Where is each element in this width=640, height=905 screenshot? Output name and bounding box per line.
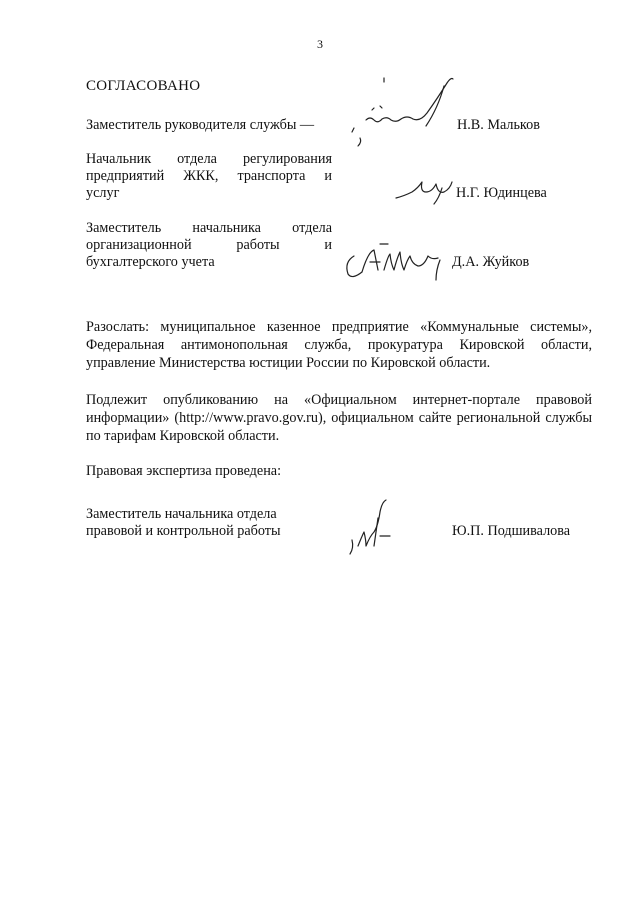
approval-name-3: Д.А. Жуйков [452,254,530,270]
approval-position-2 [86,151,332,202]
page-number: 3 [317,37,323,51]
position-line: правовой и контрольной работы [86,523,281,539]
position-line: организационной работы и [86,237,332,253]
position-line: Заместитель начальника отдела [86,506,277,522]
approval-name-2: Н.Г. Юдинцева [456,185,547,201]
approval-position-1 [86,117,336,134]
position-line: Начальник отдела регулирования [86,151,332,167]
legal-signer-name: Ю.П. Подшивалова [452,523,571,539]
position-line: бухгалтерского учета [86,254,215,270]
legal-signer-position [86,506,346,540]
distribution-paragraph: Разослать: муниципальное казенное предприятие «Коммунальные системы», Федеральная антимонопольная служба, прокуратура Кировской области, управление Министерства юстиции России по Кировской области. [86,319,592,371]
signature-image-4 [340,496,402,560]
position-line: Заместитель начальника отдела [86,220,332,236]
signature-image-2 [392,176,458,206]
signature-image-1 [336,76,466,148]
approval-heading: СОГЛАСОВАНО [86,78,201,94]
legal-review-label: Правовая экспертиза проведена: [86,463,282,479]
position-line: предприятий ЖКК, транспорта и [86,168,332,184]
position-line: Заместитель руководителя службы — [86,117,315,133]
approval-name-1: Н.В. Мальков [457,117,540,133]
approval-position-3 [86,220,332,271]
signature-image-3 [340,240,460,282]
publication-paragraph: Подлежит опубликованию на «Официальном интернет-портале правовой информации» (http://www.pravo.gov.ru), официальном сайте региональной службы по тарифам Кировской области. [86,392,592,444]
position-line: услуг [86,185,120,201]
